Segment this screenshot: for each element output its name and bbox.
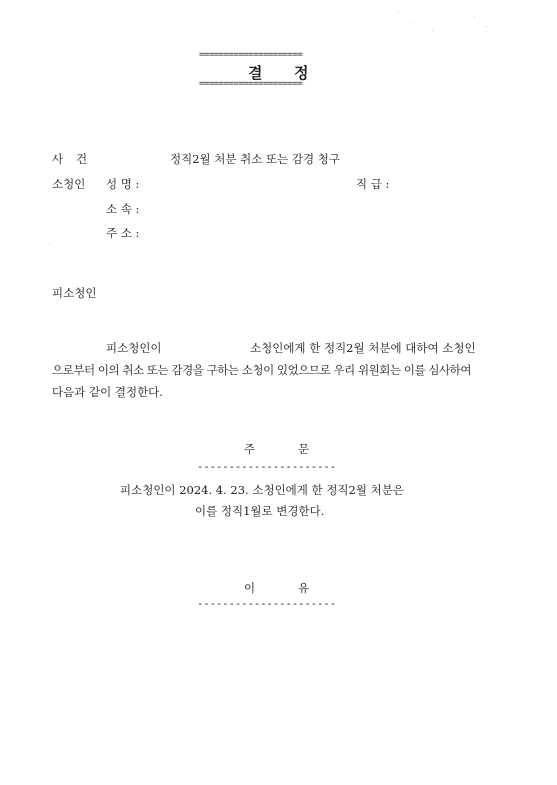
- scan-speck: [432, 30, 433, 31]
- order-line2: 이를 정직1월로 변경한다.: [195, 504, 325, 518]
- applicant-address-label: 주 소 :: [106, 226, 140, 240]
- order-heading-char-2: 문: [298, 442, 310, 456]
- scan-speck: [49, 244, 50, 245]
- case-label-char-1: 사: [52, 152, 64, 166]
- case-value: 정직2월 처분 취소 또는 감경 청구: [170, 152, 341, 166]
- case-label-char-2: 건: [76, 152, 88, 166]
- document-title-char-2: 정: [294, 64, 309, 82]
- scan-speck: [474, 16, 475, 17]
- applicant-name-label: 성 명 :: [106, 177, 140, 191]
- order-rule: ----------------------: [197, 461, 337, 473]
- applicant-rank-label: 직 급 :: [356, 177, 390, 191]
- document-title-char-1: 결: [248, 64, 263, 82]
- scan-speck: [398, 12, 399, 13]
- title-rule-bottom: =====================: [199, 79, 303, 89]
- title-rule-top: =====================: [199, 50, 303, 60]
- applicant-affiliation-label: 소 속 :: [106, 202, 140, 216]
- reason-heading-char-2: 유: [298, 581, 310, 595]
- scan-speck: [410, 22, 411, 23]
- intro-line2: 으로부터 이의 취소 또는 감경을 구하는 소청이 있었으므로 우리 위원회는 이를 심사하여: [52, 363, 471, 377]
- order-line1: 피소청인이 2024. 4. 23. 소청인에게 한 정직2월 처분은: [120, 483, 404, 497]
- reason-heading-char-1: 이: [244, 581, 256, 595]
- intro-line1-suffix: 소청인에게 한 정직2월 처분에 대하여 소청인: [250, 341, 476, 355]
- intro-line1-prefix: 피소청인이: [106, 341, 162, 355]
- order-heading-char-1: 주: [244, 442, 256, 456]
- scan-speck: [486, 26, 487, 27]
- respondent-label: 피소청인: [52, 286, 97, 300]
- reason-rule: ----------------------: [197, 598, 337, 610]
- intro-line3: 다음과 같이 결정한다.: [52, 385, 163, 399]
- applicant-label: 소청인: [52, 177, 86, 191]
